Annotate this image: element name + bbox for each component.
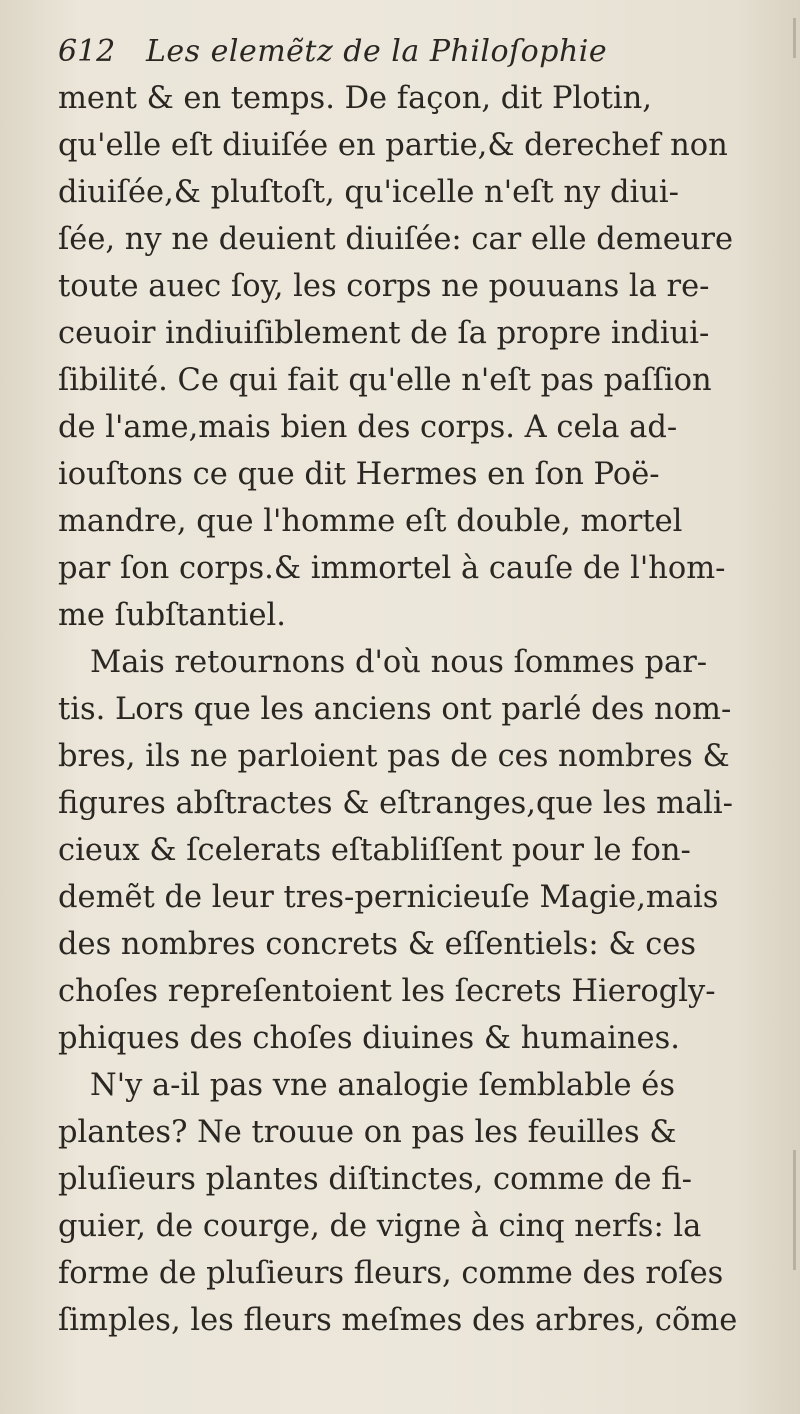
text-line: des nombres concrets & eſſentiels: & ces — [58, 927, 696, 962]
page-header — [58, 34, 754, 69]
page-edge-mark — [793, 1150, 796, 1270]
text-line: qu'elle eſt diuiſée en partie,& derechef non — [58, 128, 728, 163]
text-line: iouſtons ce que dit Hermes en ſon Poë- — [58, 457, 660, 492]
text-line: tis. Lors que les anciens ont parlé des nom- — [58, 692, 732, 727]
text-line: choſes repreſentoient les ſecrets Hierogly- — [58, 974, 716, 1009]
text-line: bres, ils ne parloient pas de ces nombres & — [58, 739, 730, 774]
text-line: pluſieurs plantes diſtinctes, comme de fi- — [58, 1162, 692, 1197]
text-line: de l'ame,mais bien des corps. A cela ad- — [58, 410, 678, 445]
text-line: forme de pluſieurs fleurs, comme des roſes — [58, 1256, 724, 1291]
text-line: diuiſée,& pluſtoſt, qu'icelle n'eſt ny diui- — [58, 175, 679, 210]
running-head: Les elemẽtz de la Philoſophie — [146, 34, 608, 69]
text-line: plantes? Ne trouue on pas les feuilles & — [58, 1115, 677, 1150]
text-line: me ſubſtantiel. — [58, 598, 287, 633]
text-line: ſimples, les fleurs meſmes des arbres, cõme — [58, 1303, 738, 1338]
text-line: demẽt de leur tres-pernicieuſe Magie,mais — [58, 880, 719, 915]
page-number: 612 — [58, 34, 116, 69]
text-line: guier, de courge, de vigne à cinq nerfs: la — [58, 1209, 702, 1244]
page-edge-mark — [793, 18, 796, 58]
text-line: ſibilité. Ce qui fait qu'elle n'eſt pas paſſion — [58, 363, 712, 398]
text-line: phiques des choſes diuines & humaines. — [58, 1021, 680, 1056]
body-text — [58, 75, 754, 1344]
text-line: par ſon corps.& immortel à cauſe de l'hom- — [58, 551, 726, 586]
text-line: mandre, que l'homme eſt double, mortel — [58, 504, 683, 539]
text-line: cieux & ſcelerats eſtabliſſent pour le fon- — [58, 833, 691, 868]
text-line: Mais retournons d'où nous ſommes par- — [90, 645, 708, 680]
text-line: ment & en temps. De façon, dit Plotin, — [58, 81, 652, 116]
text-line: ſée, ny ne deuient diuiſée: car elle demeure — [58, 222, 734, 257]
text-line: toute auec ſoy, les corps ne pouuans la re- — [58, 269, 710, 304]
text-line: figures abſtractes & eſtranges,que les mali- — [58, 786, 733, 821]
text-line: ceuoir indiuiſiblement de ſa propre indiui- — [58, 316, 710, 351]
text-line: N'y a-il pas vne analogie ſemblable és — [90, 1068, 675, 1103]
